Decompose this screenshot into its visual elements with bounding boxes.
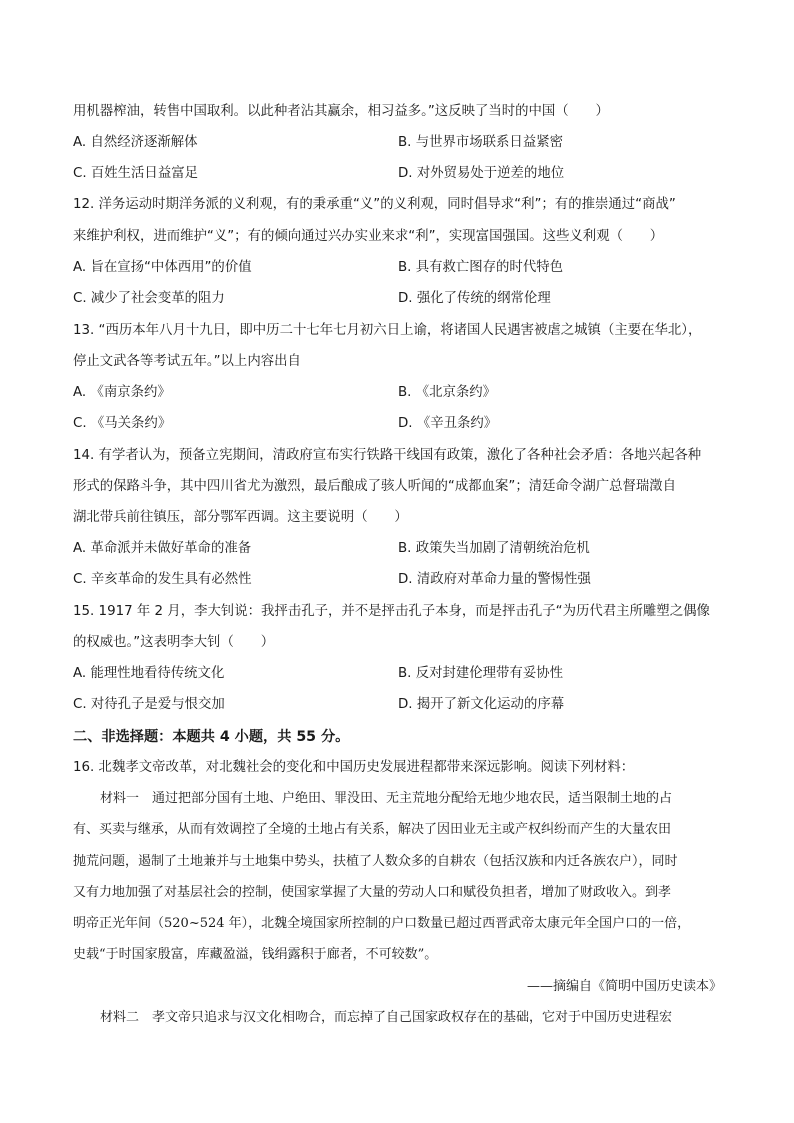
q12-option-b: B. 具有救亡图存的时代特色: [398, 260, 563, 275]
q13-option-a: A. 《南京条约》: [73, 385, 171, 400]
q12-option-a: A. 旨在宣扬“中体西用”的价值: [73, 260, 252, 275]
section-heading: 二、非选择题：本题共 4 小题，共 55 分。: [73, 729, 350, 745]
q12-option-c: C. 减少了社会变革的阻力: [73, 291, 225, 306]
q12-option-d: D. 强化了传统的纲常伦理: [398, 291, 551, 306]
q11-option-b: B. 与世界市场联系日益紧密: [398, 135, 563, 150]
q14-option-d: D. 清政府对革命力量的警惕性强: [398, 572, 591, 587]
q11-option-a: A. 自然经济逐渐解体: [73, 135, 198, 150]
q12-stem-line-1: 12. 洋务运动时期洋务派的义利观，有的秉承重“义”的义利观，同时倡导求“利”；有的推崇通过“商战”: [73, 197, 676, 212]
q14-option-c: C. 辛亥革命的发生具有必然性: [73, 572, 252, 587]
q11-option-c: C. 百姓生活日益富足: [73, 166, 198, 181]
q14-option-b: B. 政策失当加剧了清朝统治危机: [398, 541, 590, 556]
material-1-line-3: 抛荒问题，遏制了土地兼并与土地集中势头，扶植了人数众多的自耕农（包括汉族和内迁各族农户），同时: [73, 854, 678, 869]
material-1-line-4: 又有力地加强了对基层社会的控制，使国家掌握了大量的劳动人口和赋役负担者，增加了财政收入。到孝: [73, 885, 672, 900]
q13-stem-line-2: 停止文武各等考试五年。”以上内容出自: [73, 354, 301, 369]
q15-stem-line-2: 的权威也。”这表明李大钊（ ）: [73, 635, 275, 650]
q11-option-d: D. 对外贸易处于逆差的地位: [398, 166, 565, 181]
q13-option-c: C. 《马关条约》: [73, 416, 172, 431]
q15-option-d: D. 揭开了新文化运动的序幕: [398, 697, 565, 712]
q14-option-a: A. 革命派并未做好革命的准备: [73, 541, 252, 556]
material-1-line-5: 明帝正光年间（520~524 年），北魏全境国家所控制的户口数量已超过西晋武帝太康元年全国户口的一倍，: [73, 916, 691, 931]
material-1-line-6: 史载“于时国家殷富，库藏盈溢，钱绢露积于廊者，不可较数”。: [73, 947, 438, 962]
material-1-line-1: 材料一 通过把部分国有土地、户绝田、罪没田、无主荒地分配给无地少地农民，适当限制土地的占: [100, 791, 673, 806]
material-2-line-1: 材料二 孝文帝只追求与汉文化相吻合，而忘掉了自己国家政权存在的基础，它对于中国历史进程宏: [100, 1010, 673, 1025]
q15-option-a: A. 能理性地看待传统文化: [73, 666, 225, 681]
q15-option-c: C. 对待孔子是爱与恨交加: [73, 697, 225, 712]
q13-option-b: B. 《北京条约》: [398, 385, 497, 400]
q16-stem: 16. 北魏孝文帝改革，对北魏社会的变化和中国历史发展进程都带来深远影响。阅读下列材料：: [73, 760, 635, 775]
q11-stem-continued: 用机器榨油，转售中国取利。以此种者沾其赢余，相习益多。”这反映了当时的中国（ ）: [73, 104, 609, 119]
q12-stem-line-2: 来维护利权，进而维护“义”；有的倾向通过兴办实业来求“利”，实现富国强国。这些义利观（ ）: [73, 229, 664, 244]
q14-stem-line-2: 形式的保路斗争，其中四川省尤为激烈，最后酿成了骇人听闻的“成都血案”；清廷命令湖广总督瑞澂自: [73, 479, 677, 494]
q13-stem-line-1: 13. “西历本年八月十九日，即中历二十七年七月初六日上谕，将诸国人民遇害被虐之城镇（主要在华北），: [73, 323, 702, 338]
material-1-line-2: 有、买卖与继承，从而有效调控了全境的土地占有关系，解决了因田业无主或产权纠纷而产生的大量农田: [73, 822, 672, 837]
q13-option-d: D. 《辛丑条约》: [398, 416, 498, 431]
material-1-source: ——摘编自《简明中国历史读本》: [526, 979, 722, 994]
q14-stem-line-3: 湖北带兵前往镇压，部分鄂军西调。这主要说明（ ）: [73, 510, 408, 525]
q15-option-b: B. 反对封建伦理带有妥协性: [398, 666, 563, 681]
q15-stem-line-1: 15. 1917 年 2 月，李大钊说：我抨击孔子，并不是抨击孔子本身，而是抨击孔子“为历代君主所雕塑之偶像: [73, 604, 710, 619]
q14-stem-line-1: 14. 有学者认为，预备立宪期间，清政府宣布实行铁路干线国有政策，激化了各种社会矛盾：各地兴起各种: [73, 448, 702, 463]
